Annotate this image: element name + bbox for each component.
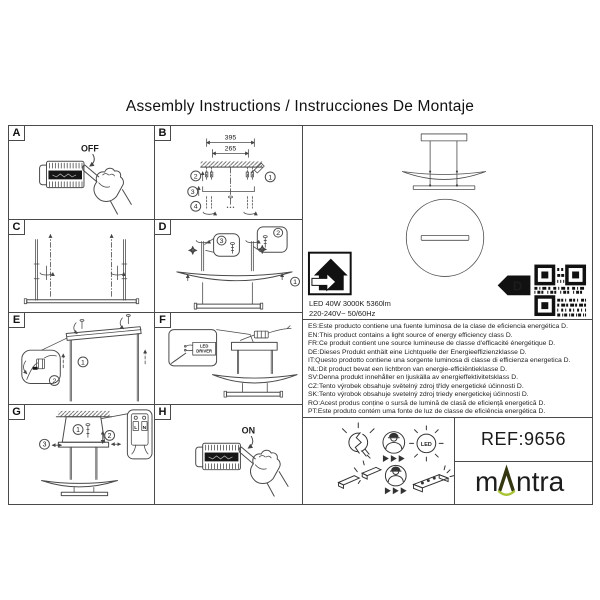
screw-icon xyxy=(86,424,90,438)
support-bar xyxy=(27,300,136,303)
language-line: IT:Questo prodotto contiene una sorgente luminosa di classe di efficienza energetica D. xyxy=(308,357,571,364)
panel-h xyxy=(154,404,303,505)
terminal-live-label: L xyxy=(134,426,138,432)
svg-text:2: 2 xyxy=(107,432,112,440)
brand-cell xyxy=(454,461,593,505)
press-arrow-icon xyxy=(90,154,94,166)
svg-text:2: 2 xyxy=(193,173,198,181)
replace-arrows-icon xyxy=(383,455,405,462)
screw-icon xyxy=(230,243,234,254)
panel-b-label: B xyxy=(155,126,171,141)
svg-text:1: 1 xyxy=(81,359,85,367)
indoor-use-icon xyxy=(309,253,351,295)
panel-e-label: E xyxy=(9,313,25,328)
rotate-arrow-icon xyxy=(244,212,256,214)
replacement-icons-drawing xyxy=(303,418,454,504)
reference-cell xyxy=(454,417,593,462)
suspension-cables xyxy=(70,334,138,402)
brand-caret-icon xyxy=(500,470,513,490)
rotate-arrow-icon xyxy=(120,318,123,329)
terminal-block-icon xyxy=(131,414,148,454)
technician-icon xyxy=(383,432,405,454)
ceiling-hatch xyxy=(58,411,109,417)
screw-icon xyxy=(126,315,130,324)
product-overview-cell xyxy=(302,125,593,320)
svg-text:1: 1 xyxy=(76,426,80,434)
svg-text:4: 4 xyxy=(193,203,198,211)
panel-e-drawing xyxy=(9,313,154,404)
language-line: EN:This product contains a light source of energy efficiency class D. xyxy=(308,331,513,339)
panel-d xyxy=(154,219,303,313)
panel-h-drawing xyxy=(155,405,302,504)
brand-logo xyxy=(473,464,575,502)
rotate-arrow-icon xyxy=(203,212,215,214)
svg-text:3: 3 xyxy=(42,441,47,449)
cable-gripper-icon xyxy=(24,355,57,379)
svg-text:2: 2 xyxy=(276,230,281,238)
panel-e xyxy=(8,312,155,405)
canopy-bar xyxy=(231,342,277,350)
shade-drawing xyxy=(177,272,292,281)
language-line: ES:Este producto contiene una fuente luminosa de la clase de eficiencia energética D. xyxy=(308,323,568,330)
spec-line-2: 220-240V~ 50/60Hz xyxy=(308,309,376,319)
panel-f-drawing xyxy=(155,313,302,404)
panel-f xyxy=(154,312,303,405)
rotate-arrow-icon xyxy=(74,323,77,334)
energy-language-notes xyxy=(302,319,593,418)
on-label: ON xyxy=(241,425,256,436)
svg-text:DRIVER: DRIVER xyxy=(196,348,213,354)
ceiling-hatch xyxy=(201,161,263,167)
fixture-top-view xyxy=(406,199,483,276)
language-line: NL:Dit product bevat een lichtbron van energie-efficiëntieklasse D. xyxy=(308,365,507,373)
off-label: OFF xyxy=(81,143,99,154)
panel-b-drawing xyxy=(155,126,302,219)
replacement-icons-cell xyxy=(302,417,455,505)
svg-text:3: 3 xyxy=(219,238,224,245)
replace-arrows-icon xyxy=(385,487,407,494)
svg-text:1: 1 xyxy=(268,174,273,182)
broken-bulb-icon xyxy=(342,423,374,458)
panel-c-drawing xyxy=(9,220,154,312)
brand-text-rest: ntra xyxy=(515,466,564,497)
screw-icon xyxy=(227,196,234,208)
panel-a-drawing xyxy=(9,126,154,219)
fixture-side-view xyxy=(402,134,485,189)
hand-icon xyxy=(83,165,132,214)
technician-icon xyxy=(385,465,406,486)
svg-text:2: 2 xyxy=(52,377,57,385)
spec-line-1: LED 40W 3000K 5360lm xyxy=(308,299,391,309)
panel-g-label: G xyxy=(9,405,25,420)
switch-icon xyxy=(196,443,241,469)
panel-c-label: C xyxy=(9,220,25,235)
energy-class-tag xyxy=(498,275,531,295)
led-module-icon xyxy=(414,466,454,492)
language-line: SK:Tento výrobok obsahuje svetelný zdroj triedy energetickej účinnosti D. xyxy=(308,391,529,398)
hand-icon xyxy=(239,447,288,496)
panel-g xyxy=(8,404,155,505)
svg-text:3: 3 xyxy=(190,189,195,197)
panel-g-drawing xyxy=(9,405,154,504)
cross-arrow-icon xyxy=(189,246,197,254)
screwdriver-icon xyxy=(171,353,185,363)
screw-icon xyxy=(263,236,267,248)
broken-led-module-icon xyxy=(339,461,381,488)
rotate-arrow-icon xyxy=(40,266,53,280)
language-line: PT:Este produto contém uma fonte de luz de classe de eficiência energética D. xyxy=(308,408,546,415)
language-line: RO:Acest produs conține o sursă de lumină de clasă de eficiență energetică D. xyxy=(308,399,546,407)
dimension-inner: 265 xyxy=(224,145,237,153)
light-bar xyxy=(61,492,107,495)
energy-class-letter: D xyxy=(512,278,523,294)
switch-icon xyxy=(40,161,84,187)
rotate-arrow-icon xyxy=(111,266,124,280)
press-arrow-icon xyxy=(248,436,252,448)
panel-d-label: D xyxy=(155,220,171,235)
page-title: Assembly Instructions / Instrucciones De Montaje xyxy=(125,98,475,115)
brand-accent-arc xyxy=(499,492,514,495)
panel-h-label: H xyxy=(155,405,171,420)
language-line: CZ:Tento výrobek obsahuje světelný zdroj třídy energetické účinnosti D. xyxy=(308,382,524,390)
led-driver-label: LED xyxy=(200,343,209,349)
light-bar xyxy=(227,392,281,396)
shade-drawing xyxy=(42,480,118,486)
language-line: DE:Dieses Produkt enthält eine Lichtquelle der Energieeffizienzklasse D. xyxy=(308,348,527,356)
reference-number: REF:9656 xyxy=(480,429,567,449)
panel-a-label: A xyxy=(9,126,25,141)
led-badge-label: LED xyxy=(420,441,432,448)
qr-code xyxy=(534,265,586,316)
panel-f-label: F xyxy=(155,313,171,328)
terminal-neutral-label: N xyxy=(142,426,147,432)
wire-connector-icon xyxy=(240,326,291,341)
dimension-outer: 395 xyxy=(224,134,237,142)
light-bar xyxy=(197,304,261,308)
product-overview-drawing xyxy=(303,126,592,319)
svg-text:1: 1 xyxy=(293,279,297,287)
panel-a xyxy=(8,125,155,220)
language-line: FR:Ce produit contient une source lumineuse de classe d'efficacité énergétique D. xyxy=(308,340,556,347)
shade-drawing xyxy=(213,375,297,383)
brand-text-first: m xyxy=(474,466,498,497)
panel-d-drawing xyxy=(155,220,302,312)
panel-c xyxy=(8,219,155,313)
callout-box xyxy=(214,234,240,257)
canopy-drawing xyxy=(62,417,104,442)
screw-icon xyxy=(80,319,84,328)
language-line: SV:Denna produkt innehåller en ljuskälla av energieffektivitetsklass D. xyxy=(308,374,519,381)
panel-b xyxy=(154,125,303,220)
